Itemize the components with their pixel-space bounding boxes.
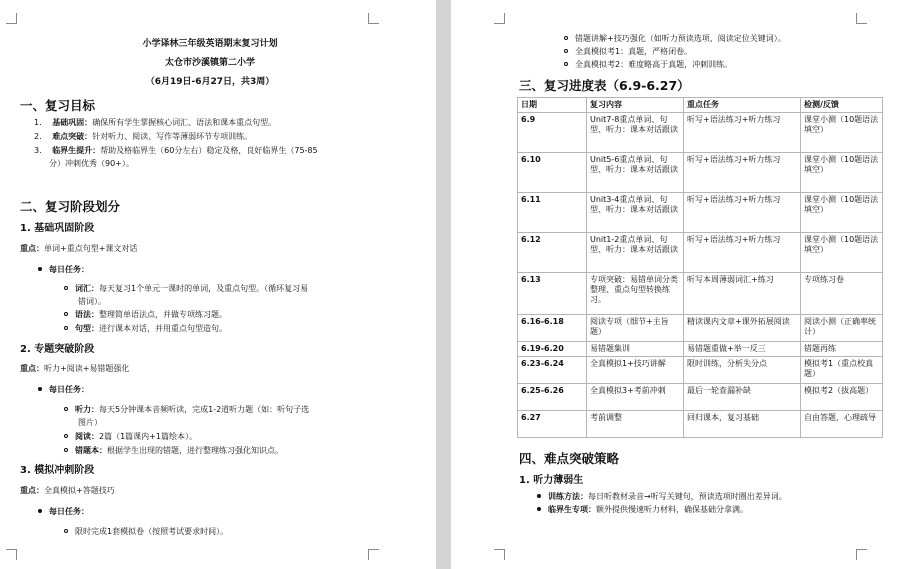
cell-feedback: 模拟考1（重点校真题） [801, 357, 883, 384]
task-item: 句型：进行课本对话，并用重点句型造句。 [64, 323, 227, 334]
cell-content: Unit5-6重点单词、句型、听力：课本对话跟读 [587, 153, 684, 193]
table-row [518, 113, 883, 153]
cell-date: 6.19-6.20 [518, 342, 587, 357]
section-heading-phases: 二、复习阶段划分 [20, 199, 121, 214]
cell-task: 最后一轮查漏补缺 [684, 384, 801, 411]
cell-date: 6.12 [518, 233, 587, 273]
cell-task: 限时训练，分析失分点 [684, 357, 801, 384]
crop-mark [6, 549, 17, 560]
phase-focus: 重点：全真模拟+答题技巧 [20, 486, 115, 495]
table-row [518, 357, 883, 384]
doc-school: 太仓市沙溪镇第二小学 [164, 58, 255, 68]
cell-feedback: 课堂小测（10题语法填空） [801, 193, 883, 233]
cell-date: 6.16-6.18 [518, 315, 587, 342]
cell-date: 6.11 [518, 193, 587, 233]
cell-date: 6.13 [518, 273, 587, 315]
cell-content: 全真模拟3+考前冲刺 [587, 384, 684, 411]
phase-focus: 重点：听力+阅读+易错题强化 [20, 364, 130, 373]
task-item: 限时完成1套模拟卷（按照考试要求时间）。 [64, 526, 228, 537]
cell-feedback: 课堂小测（10题语法填空） [801, 113, 883, 153]
crop-mark [368, 549, 379, 560]
cell-content: Unit7-8重点单词、句型、听力：课本对话跟读 [587, 113, 684, 153]
document-page-right [451, 0, 915, 569]
list-item: 全真模拟考1：真题，严格闭卷。 [564, 46, 692, 57]
crop-mark [6, 13, 17, 24]
goal-item: 3. 临界生提升：帮助及格临界生（60分左右）稳定及格，良好临界生（75-85 [34, 146, 318, 155]
cell-content: 全真模拟1+技巧讲解 [587, 357, 684, 384]
table-row [518, 315, 883, 342]
cell-date: 6.27 [518, 411, 587, 438]
cell-feedback: 课堂小测（10题语法填空） [801, 233, 883, 273]
table-row [518, 273, 883, 315]
cell-task: 听写+语法练习+听力练习 [684, 113, 801, 153]
cell-date: 6.9 [518, 113, 587, 153]
strategy-item: 临界生专项：额外提供慢速听力材料，确保基础分拿满。 [537, 504, 748, 515]
task-item: 错题本：根据学生出现的错题，进行整理练习强化知识点。 [64, 445, 283, 456]
difficulty-heading-1: 1. 听力薄弱生 [519, 475, 584, 486]
cell-task: 听写本周薄弱词汇+练习 [684, 273, 801, 315]
daily-tasks-label: 每日任务： [38, 506, 89, 517]
list-item: 全真模拟考2：难度略高于真题，冲刺训练。 [564, 59, 732, 70]
cell-feedback: 模拟考2（拔高题） [801, 384, 883, 411]
header-task: 重点任务 [684, 98, 801, 113]
section-heading-schedule: 三、复习进度表（6.9-6.27） [519, 78, 690, 93]
cell-feedback: 课堂小测（10题语法填空） [801, 153, 883, 193]
daily-tasks-label: 每日任务： [38, 264, 89, 275]
cell-feedback: 专项练习卷 [801, 273, 883, 315]
cell-task: 听写+语法练习+听力练习 [684, 193, 801, 233]
cell-task: 回归课本，复习基础 [684, 411, 801, 438]
cell-task: 易错题重做+举一反三 [684, 342, 801, 357]
table-row [518, 384, 883, 411]
task-item: 听力：每天5分钟课本音频听读，完成1-2道听力题（如：听句子选 [64, 404, 309, 415]
task-item: 词汇：每天复习1个单元一课时的单词，及重点句型。（循环复习易 [64, 283, 308, 294]
daily-tasks-label: 每日任务： [38, 384, 89, 395]
doc-title: 小学译林三年级英语期末复习计划 [142, 39, 278, 49]
page-gap [436, 0, 451, 569]
cell-content: 易错题集训 [587, 342, 684, 357]
cell-task: 听写+语法练习+听力练习 [684, 233, 801, 273]
task-item-continuation: 图片） [78, 418, 102, 427]
doc-dates: （6月19日-6月27日，共3周） [145, 77, 275, 87]
table-row [518, 233, 883, 273]
phase-heading-3: 3. 模拟冲刺阶段 [20, 465, 95, 476]
cell-date: 6.10 [518, 153, 587, 193]
task-item-continuation: 错词）。 [78, 297, 106, 306]
cell-date: 6.23-6.24 [518, 357, 587, 384]
section-heading-strategies: 四、难点突破策略 [519, 451, 620, 466]
crop-mark [494, 13, 505, 24]
strategy-item: 训练方法：每日听教材录音→听写关键句，预读选项时圈出差异词。 [537, 491, 787, 502]
document-page-left [0, 0, 436, 569]
table-row [518, 342, 883, 357]
goal-item-continuation: 分）冲刺优秀（90+）。 [49, 159, 134, 168]
section-heading-goals: 一、复习目标 [20, 98, 96, 113]
table-row [518, 153, 883, 193]
header-date: 日期 [518, 98, 587, 113]
crop-mark [494, 549, 505, 560]
cell-content: 考前调整 [587, 411, 684, 438]
cell-feedback: 自由答题，心理疏导 [801, 411, 883, 438]
table-row [518, 411, 883, 438]
phase-heading-1: 1. 基础巩固阶段 [20, 223, 95, 234]
phase-heading-2: 2. 专题突破阶段 [20, 344, 95, 355]
crop-mark [856, 549, 867, 560]
goal-item: 1. 基础巩固：确保所有学生掌握核心词汇、语法和课本重点句型。 [34, 118, 277, 127]
crop-mark [856, 13, 867, 24]
cell-content: Unit3-4重点单词、句型、听力：课本对话跟读 [587, 193, 684, 233]
cell-feedback: 阅读小测（正确率统计） [801, 315, 883, 342]
cell-content: 专项突破：易错单词分类整理、重点句型转换练习。 [587, 273, 684, 315]
table-header-row [518, 98, 883, 113]
cell-content: Unit1-2重点单词、句型、听力：课本对话跟读 [587, 233, 684, 273]
cell-feedback: 错题再练 [801, 342, 883, 357]
cell-date: 6.25-6.26 [518, 384, 587, 411]
crop-mark [368, 13, 379, 24]
schedule-table [517, 97, 883, 438]
table-row [518, 193, 883, 233]
phase-focus: 重点：单词+重点句型+课文对话 [20, 244, 138, 253]
cell-content: 阅读专项（细节+主旨题） [587, 315, 684, 342]
header-content: 复习内容 [587, 98, 684, 113]
header-feedback: 检测/反馈 [801, 98, 883, 113]
goal-item: 2. 难点突破：针对听力、阅读、写作等薄弱环节专项训练。 [34, 132, 253, 141]
task-item: 阅读：2篇（1篇课内+1篇绘本）。 [64, 431, 197, 442]
task-item: 语法：整理简单语法点，并做专项练习题。 [64, 309, 227, 320]
list-item: 错题讲解+技巧强化（如听力预读选项、阅读定位关键词）。 [564, 33, 786, 44]
cell-task: 听写+语法练习+听力练习 [684, 153, 801, 193]
cell-task: 精读课内文章+课外拓展阅读 [684, 315, 801, 342]
